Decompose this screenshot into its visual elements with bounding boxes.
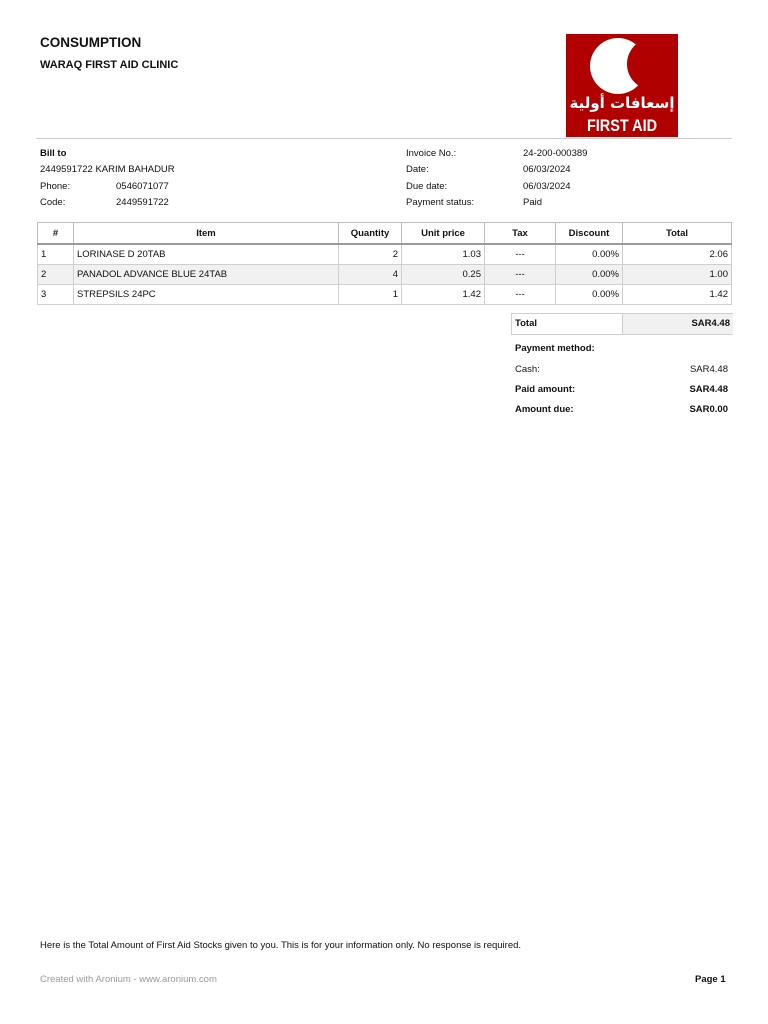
payment-status-value: Paid: [523, 197, 543, 208]
row-unit-price: 1.03: [402, 244, 485, 265]
row-item: STREPSILS 24PC: [74, 285, 339, 305]
phone-label: Phone:: [40, 181, 71, 192]
row-quantity: 4: [339, 265, 402, 285]
table-row: [38, 265, 732, 285]
col-quantity-header: Quantity: [339, 223, 402, 245]
code-label: Code:: [40, 197, 66, 208]
table-row: [38, 244, 732, 265]
phone-value: 0546071077: [116, 181, 169, 192]
customer-name: 2449591722 KARIM BAHADUR: [40, 164, 175, 175]
row-discount: 0.00%: [556, 244, 623, 265]
col-number-header: #: [38, 223, 74, 245]
row-item: PANADOL ADVANCE BLUE 24TAB: [74, 265, 339, 285]
payment-status-label: Payment status:: [406, 197, 475, 208]
code-value: 2449591722: [116, 197, 169, 208]
total-label: Total: [515, 318, 537, 329]
first-aid-logo: [566, 34, 678, 137]
row-total: 1.42: [623, 285, 732, 305]
row-discount: 0.00%: [556, 285, 623, 305]
crescent-icon: [590, 38, 646, 94]
row-number: 1: [38, 244, 74, 265]
cash-value: SAR4.48: [689, 364, 728, 375]
col-discount-header: Discount: [556, 223, 623, 245]
row-number: 2: [38, 265, 74, 285]
row-tax: ---: [485, 285, 556, 305]
created-with-text: Created with Aronium - www.aronium.com: [40, 974, 217, 985]
total-value: SAR4.48: [622, 314, 733, 334]
clinic-name: WARAQ FIRST AID CLINIC: [40, 59, 179, 71]
amount-due-label: Amount due:: [515, 404, 574, 415]
row-unit-price: 1.42: [402, 285, 485, 305]
date-label: Date:: [406, 164, 429, 175]
bill-to-heading: Bill to: [40, 148, 67, 159]
table-header-row: [38, 223, 732, 245]
row-unit-price: 0.25: [402, 265, 485, 285]
due-date-label: Due date:: [406, 181, 448, 192]
logo-arabic-text: إسعافات أولية: [569, 94, 675, 112]
date-value: 06/03/2024: [523, 164, 571, 175]
row-total: 2.06: [623, 244, 732, 265]
cash-label: Cash:: [515, 364, 540, 375]
row-quantity: 2: [339, 244, 402, 265]
payment-method-label: Payment method:: [515, 343, 595, 354]
row-quantity: 1: [339, 285, 402, 305]
col-unit-price-header: Unit price: [402, 223, 485, 245]
invoice-number-value: 24-200-000389: [523, 148, 588, 159]
row-item: LORINASE D 20TAB: [74, 244, 339, 265]
logo-english-text: FIRST AID: [586, 116, 658, 135]
paid-amount-label: Paid amount:: [515, 384, 576, 395]
amount-due-value: SAR0.00: [689, 404, 728, 415]
items-table: [37, 222, 732, 305]
row-number: 3: [38, 285, 74, 305]
col-total-header: Total: [623, 223, 732, 245]
total-box: [511, 313, 733, 335]
paid-amount-value: SAR4.48: [689, 384, 728, 395]
document-title: CONSUMPTION: [40, 35, 142, 50]
row-discount: 0.00%: [556, 265, 623, 285]
page-number: Page 1: [695, 974, 726, 985]
col-tax-header: Tax: [485, 223, 556, 245]
row-tax: ---: [485, 244, 556, 265]
footer-note: Here is the Total Amount of First Aid Stocks given to you. This is for your information only. No response is required.: [40, 940, 522, 951]
table-row: [38, 285, 732, 305]
row-tax: ---: [485, 265, 556, 285]
due-date-value: 06/03/2024: [523, 181, 571, 192]
row-total: 1.00: [623, 265, 732, 285]
invoice-number-label: Invoice No.:: [406, 148, 457, 159]
header-divider: [36, 138, 732, 139]
col-item-header: Item: [74, 223, 339, 245]
